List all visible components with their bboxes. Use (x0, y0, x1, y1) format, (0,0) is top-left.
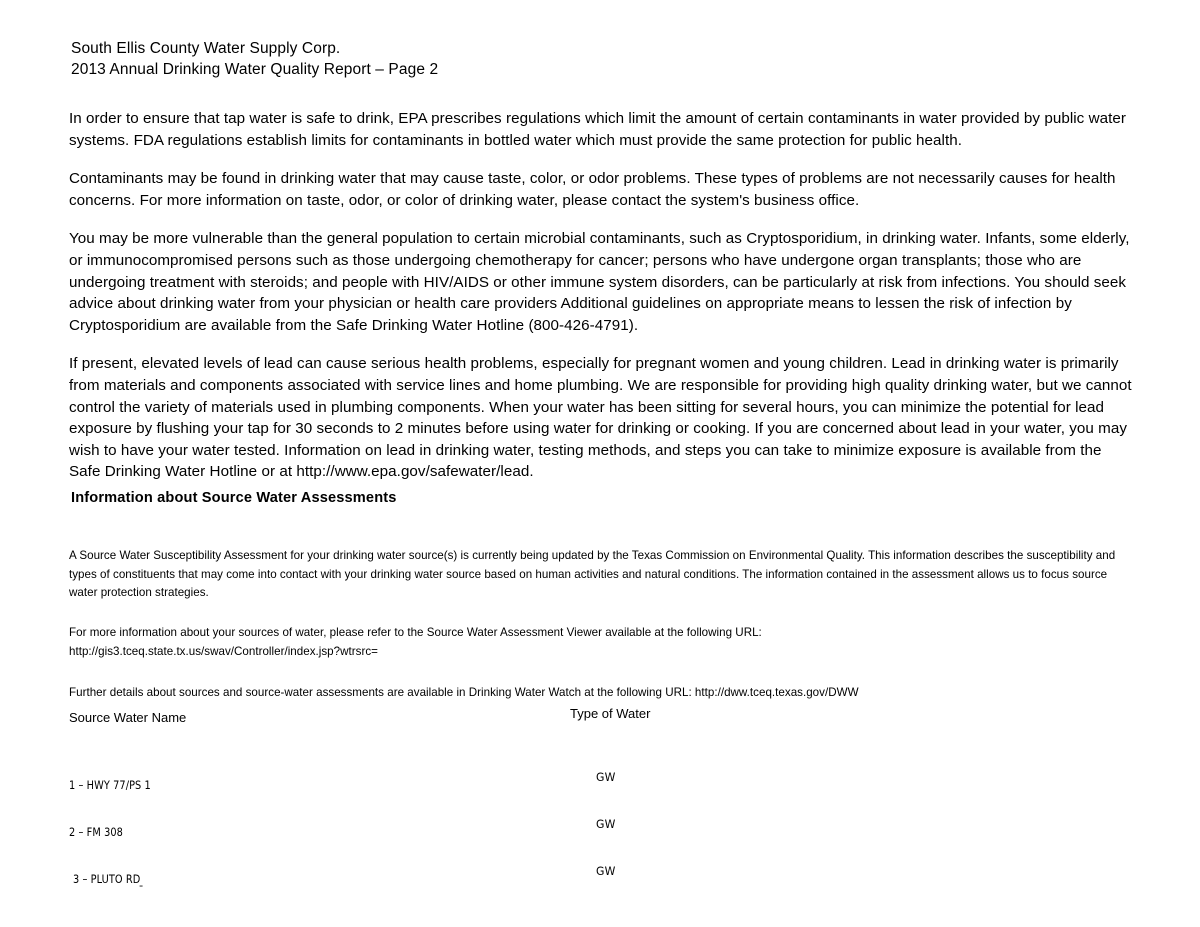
cell-source-water-name: 2 – FM 308 (69, 825, 123, 839)
paragraph-drinking-water-watch: Further details about sources and source-water assessments are available in Drinking Water Watch at the following URL: http://dww.tceq.texas.gov/DWW (69, 686, 859, 699)
section-heading-source-water-assessments: Information about Source Water Assessments (71, 490, 397, 506)
drinking-water-watch-block (69, 684, 1129, 703)
report-title: 2013 Annual Drinking Water Quality Report – Page 2 (71, 61, 439, 78)
cell-source-water-name: 1 – HWY 77/PS 1 (69, 778, 151, 792)
source-water-susceptibility-block (69, 547, 1117, 603)
source-water-viewer-block (69, 624, 1117, 661)
body-text-block (69, 108, 1132, 483)
source-water-table (69, 708, 769, 901)
table-header-row (69, 708, 769, 760)
cell-type-of-water: GW (596, 770, 616, 784)
paragraph-vulnerable-populations: You may be more vulnerable than the general population to certain microbial contaminants, such as Cryptosporidium, in drinking water. Infants, some elderly, or immunocompromised persons such as those undergoing chemotherapy for cancer; persons who have undergone organ transplants; those who are undergoing treatment with steroids; and people with HIV/AIDS or other immune system disorders, can be particularly at risk from infections. You should seek advice about drinking water from your physician or health care providers Additional guidelines on appropriate means to lessen the risk of infection by Cryptosporidium are available from the Safe Drinking Water Hotline (800-426-4791). (69, 230, 1130, 334)
link-source-water-assessment-viewer[interactable]: http://gis3.tceq.state.tx.us/swav/Controller/index.jsp?wtrsrc= (69, 644, 378, 658)
cell-type-of-water: GW (596, 817, 616, 831)
column-header-type-of-water: Type of Water (570, 706, 651, 721)
document-header (71, 38, 871, 80)
organization-name: South Ellis County Water Supply Corp. (71, 40, 341, 57)
column-header-source-water-name: Source Water Name (69, 710, 187, 725)
scan-artifact-dash: - (139, 878, 144, 892)
paragraph-epa-regulations: In order to ensure that tap water is safe to drink, EPA prescribes regulations which limit the amount of certain contaminants in water provided by public water systems. FDA regulations establish limits for contaminants in bottled water which must provide the same protection for public health. (69, 110, 1126, 149)
table-row (69, 807, 769, 854)
paragraph-lead-advisory: If present, elevated levels of lead can cause serious health problems, especially for pregnant women and young children. Lead in drinking water is primarily from materials and components associated with service lines and home plumbing. We are responsible for providing high quality drinking water, but we cannot control the variety of materials used in plumbing components. When your water has been sitting for several hours, you can minimize the potential for lead exposure by flushing your tap for 30 seconds to 2 minutes before using water for drinking or cooking. If you are concerned about lead in your water, you may wish to have your water tested. Information on lead in drinking water, testing methods, and steps you can take to minimize exposure is available from the Safe Drinking Water Hotline or at http://www.epa.gov/safewater/lead. (69, 355, 1132, 481)
paragraph-viewer-intro: For more information about your sources of water, please refer to the Source Water Assessment Viewer available at the following URL: (69, 626, 762, 639)
paragraph-contaminant-aesthetics: Contaminants may be found in drinking water that may cause taste, color, or odor problems. These types of problems are not necessarily causes for health concerns. For more information on taste, odor, or color of drinking water, please contact the system's business office. (69, 170, 1116, 209)
paragraph-susceptibility-assessment: A Source Water Susceptibility Assessment for your drinking water source(s) is currently being updated by the Texas Commission on Environmental Quality. This information describes the susceptibility and types of constituents that may come into contact with your drinking water source based on human activities and natural conditions. The information contained in the assessment allows us to focus source water protection strategies. (69, 549, 1116, 599)
cell-source-water-name: 3 – PLUTO RD (73, 872, 141, 886)
table-row (69, 760, 769, 807)
table-row (69, 854, 769, 901)
cell-type-of-water: GW (596, 864, 616, 878)
